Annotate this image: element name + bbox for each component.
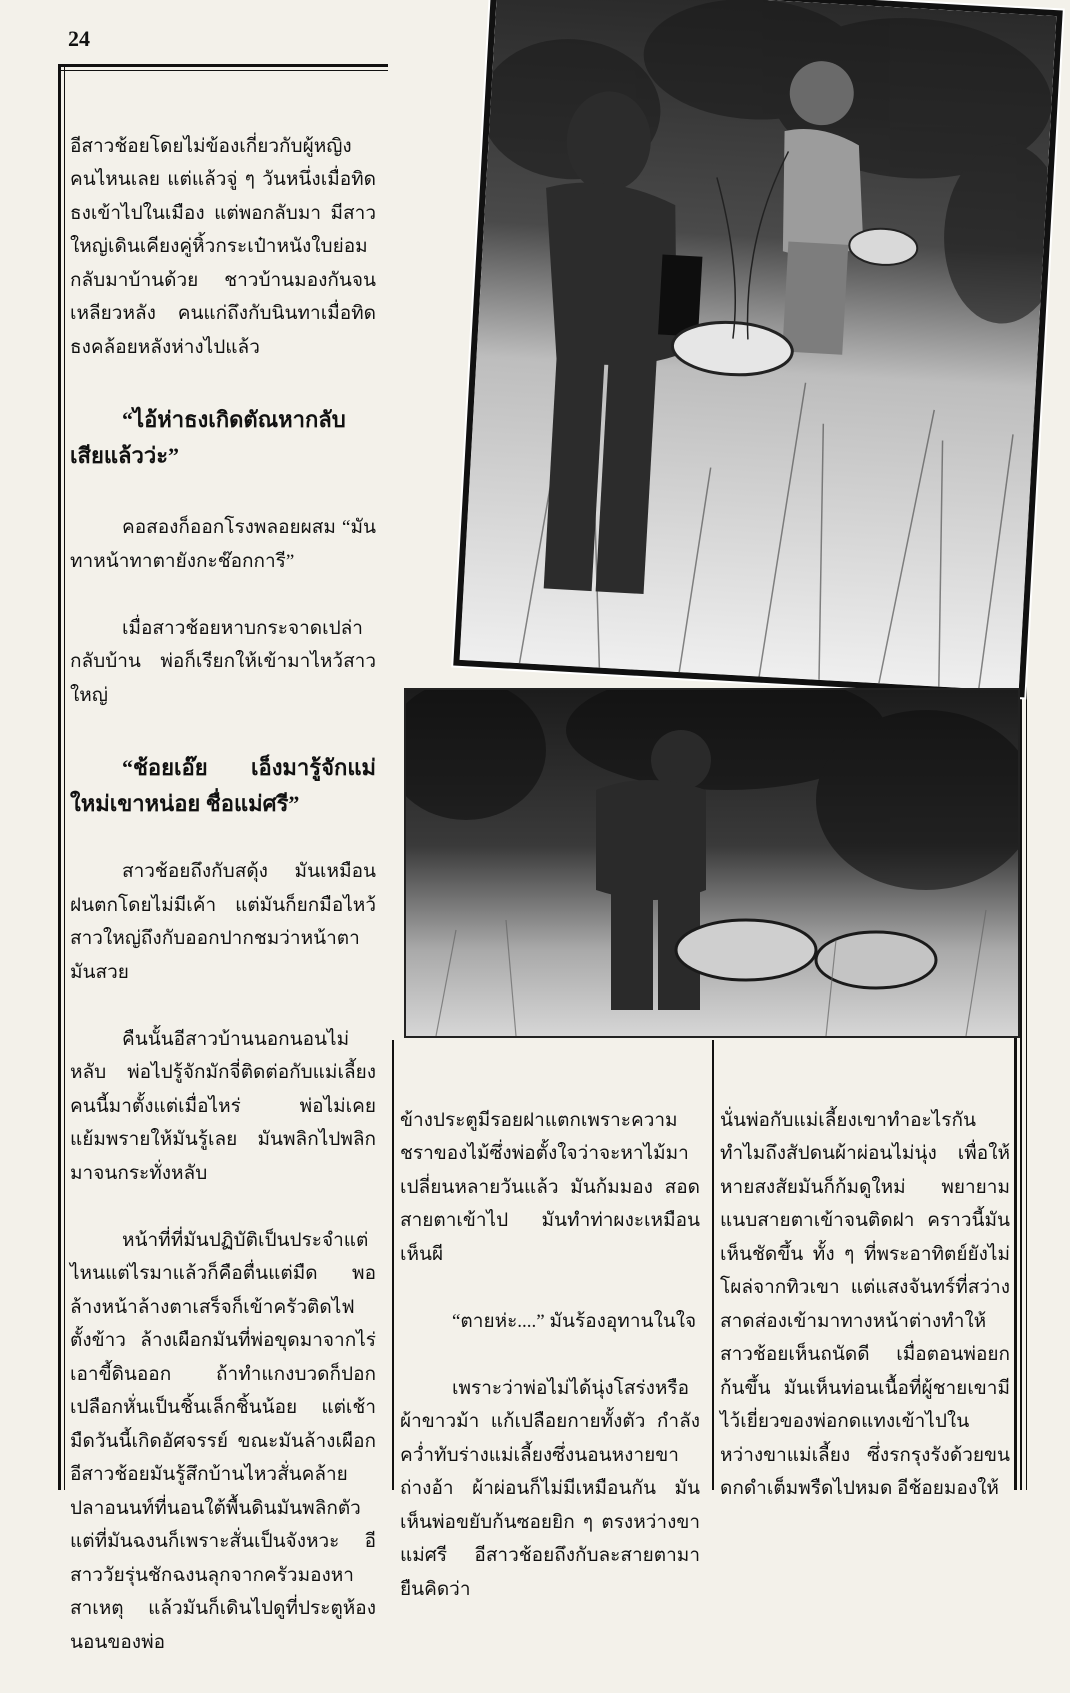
paragraph: ข้างประตูมีรอยฝาแตกเพราะความชราของไม้ซึ่งพ่อตั้งใจว่าจะหาไม้มาเปลี่ยนหลายวันแล้ว มันก้มมอง สอดสายตาเข้าไป มันทำท่าผงะเหมือนเห็นผี [400,1109,700,1265]
paragraph: อีสาวช้อยโดยไม่ข้องเกี่ยวกับผู้หญิงคนไหนเลย แต่แล้วจู่ ๆ วันหนึ่งเมื่อทิดธงเข้าไปในเมือง แต่พอกลับมา มีสาวใหญ่เดินเคียงคู่หิ้วกระเป๋าหนังใบย่อมกลับมาบ้านด้วย ชาวบ้านมองกันจนเหลียวหลัง คนแก่ถึงกับนินทาเมื่อทิดธงคล้อยหลังห่างไปแล้ว [70,135,376,358]
paragraph: เมื่อสาวช้อยหาบกระจาดเปล่ากลับบ้าน พ่อก็เรียกให้เข้ามาไหว้สาวใหญ่ [70,617,376,706]
photo-image [460,0,1057,691]
left-border-rule [58,64,61,1490]
photo-field-bottom [404,688,1020,1038]
left-border-rule-inner [64,64,65,1490]
paragraph: คอสองก็ออกโรงพลอยผสม “มันทาหน้าทาตายังกะช๊อกการี” [70,517,376,572]
paragraph: นั่นพ่อกับแม่เลี้ยงเขาทำอะไรกัน ทำไมถึงสัปดนผ้าผ่อนไม่นุ่ง เพื่อให้หายสงสัยมันก็ก้มดูใหม่ พยายามแนบสายตาเข้าจนติดฝา คราวนี้มันเห็นชัดขึ้น ทั้ง ๆ ที่พระอาทิตย์ยังไม่โผล่จากทิวเขา แต่แสงจันทร์ที่สว่างสาดส่องเข้ามาทางหน้าต่างทำให้สาวช้อยเห็นถนัดดี เมื่อตอนพ่อยกก้นขึ้น มันเห็นท่อนเนื้อที่ผู้ชายเขามีไว้เยี่ยวของพ่อกดแทงเข้าไปในหว่างขาแม่เลี้ยง ซึ่งรกรุงรังด้วยขนดกดำเต็มพรืดไปหมด อีช้อยมองให้ [720,1109,1010,1499]
quote: “ไอ้ห่าธงเกิดตัณหากลับเสียแล้วว่ะ” [70,406,346,468]
paragraph: เพราะว่าพ่อไม่ได้นุ่งโสร่งหรือผ้าขาวม้า แก้เปลือยกายทั้งตัว กำลังคว่ำทับร่างแม่เลี้ยงซึ่งนอนหงายขาถ่างอ้า ผ้าผ่อนก็ไม่มีเหมือนกัน มันเห็นพ่อขยับก้นซอยยิก ๆ ตรงหว่างขาแม่ศรี อีสาวช้อยถึงกับละสายตามายืนคิดว่า [400,1377,700,1600]
photo-image [406,690,1018,1036]
right-text-column [720,1070,1010,1539]
top-rule-inner [58,70,388,71]
paragraph: หน้าที่ที่มันปฏิบัติเป็นประจำแต่ไหนแต่ไรมาแล้วก็คือตื่นแต่มืด พอล้างหน้าล้างตาเสร็จก็เข้าครัวติดไฟตั้งข้าว ล้างเผือกมันที่พ่อขุดมาจากไร่เอาขี้ดินออก ถ้าทำแกงบวดก็ปอกเปลือกหั่นเป็นชิ้นเล็กชิ้นน้อย แต่เช้ามืดวันนี้เกิดอัศจรรย์ ขณะมันล้างเผือก อีสาวช้อยมันรู้สึกบ้านไหวสั่นคล้ายปลาอนนท์ที่นอนใต้พื้นดินมันพลิกตัว แต่ที่มันฉงนก็เพราะสั่นเป็นจังหวะ อีสาววัยรุ่นชักฉงนลุกจากครัวมองหาสาเหตุ แล้วมันก็เดินไปดูที่ประตูห้องนอนของพ่อ [70,1229,376,1653]
paragraph: สาวช้อยถึงกับสดุ้ง มันเหมือนฝนตกโดยไม่มีเค้า แต่มันก็ยกมือไหว้สาวใหญ่ถึงกับออกปากชมว่าหน้าตามันสวย [70,861,376,983]
column-separator-right [712,1040,714,1490]
quote: “ช้อยเอ๊ย เอ็งมารู้จักแม่ใหม่เขาหน่อย ชื่อแม่ศรี” [70,754,376,816]
top-rule [58,64,388,67]
left-text-column [70,96,376,1693]
paragraph: “ตายห่ะ....” มันร้องอุทานในใจ [452,1310,697,1332]
column-separator-left [392,1040,394,1490]
photo-field-top [453,0,1063,697]
page-number: 24 [68,26,90,51]
middle-text-column [400,1070,700,1640]
paragraph: คืนนั้นอีสาวบ้านนอกนอนไม่หลับ พ่อไปรู้จักมักจี่ติดต่อกับแม่เลี้ยงคนนี้มาตั้งแต่เมื่อไหร่ พ่อไม่เคยแย้มพรายให้มันรู้เลย มันพลิกไปพลิกมาจนกระทั่งหลับ [70,1028,376,1184]
